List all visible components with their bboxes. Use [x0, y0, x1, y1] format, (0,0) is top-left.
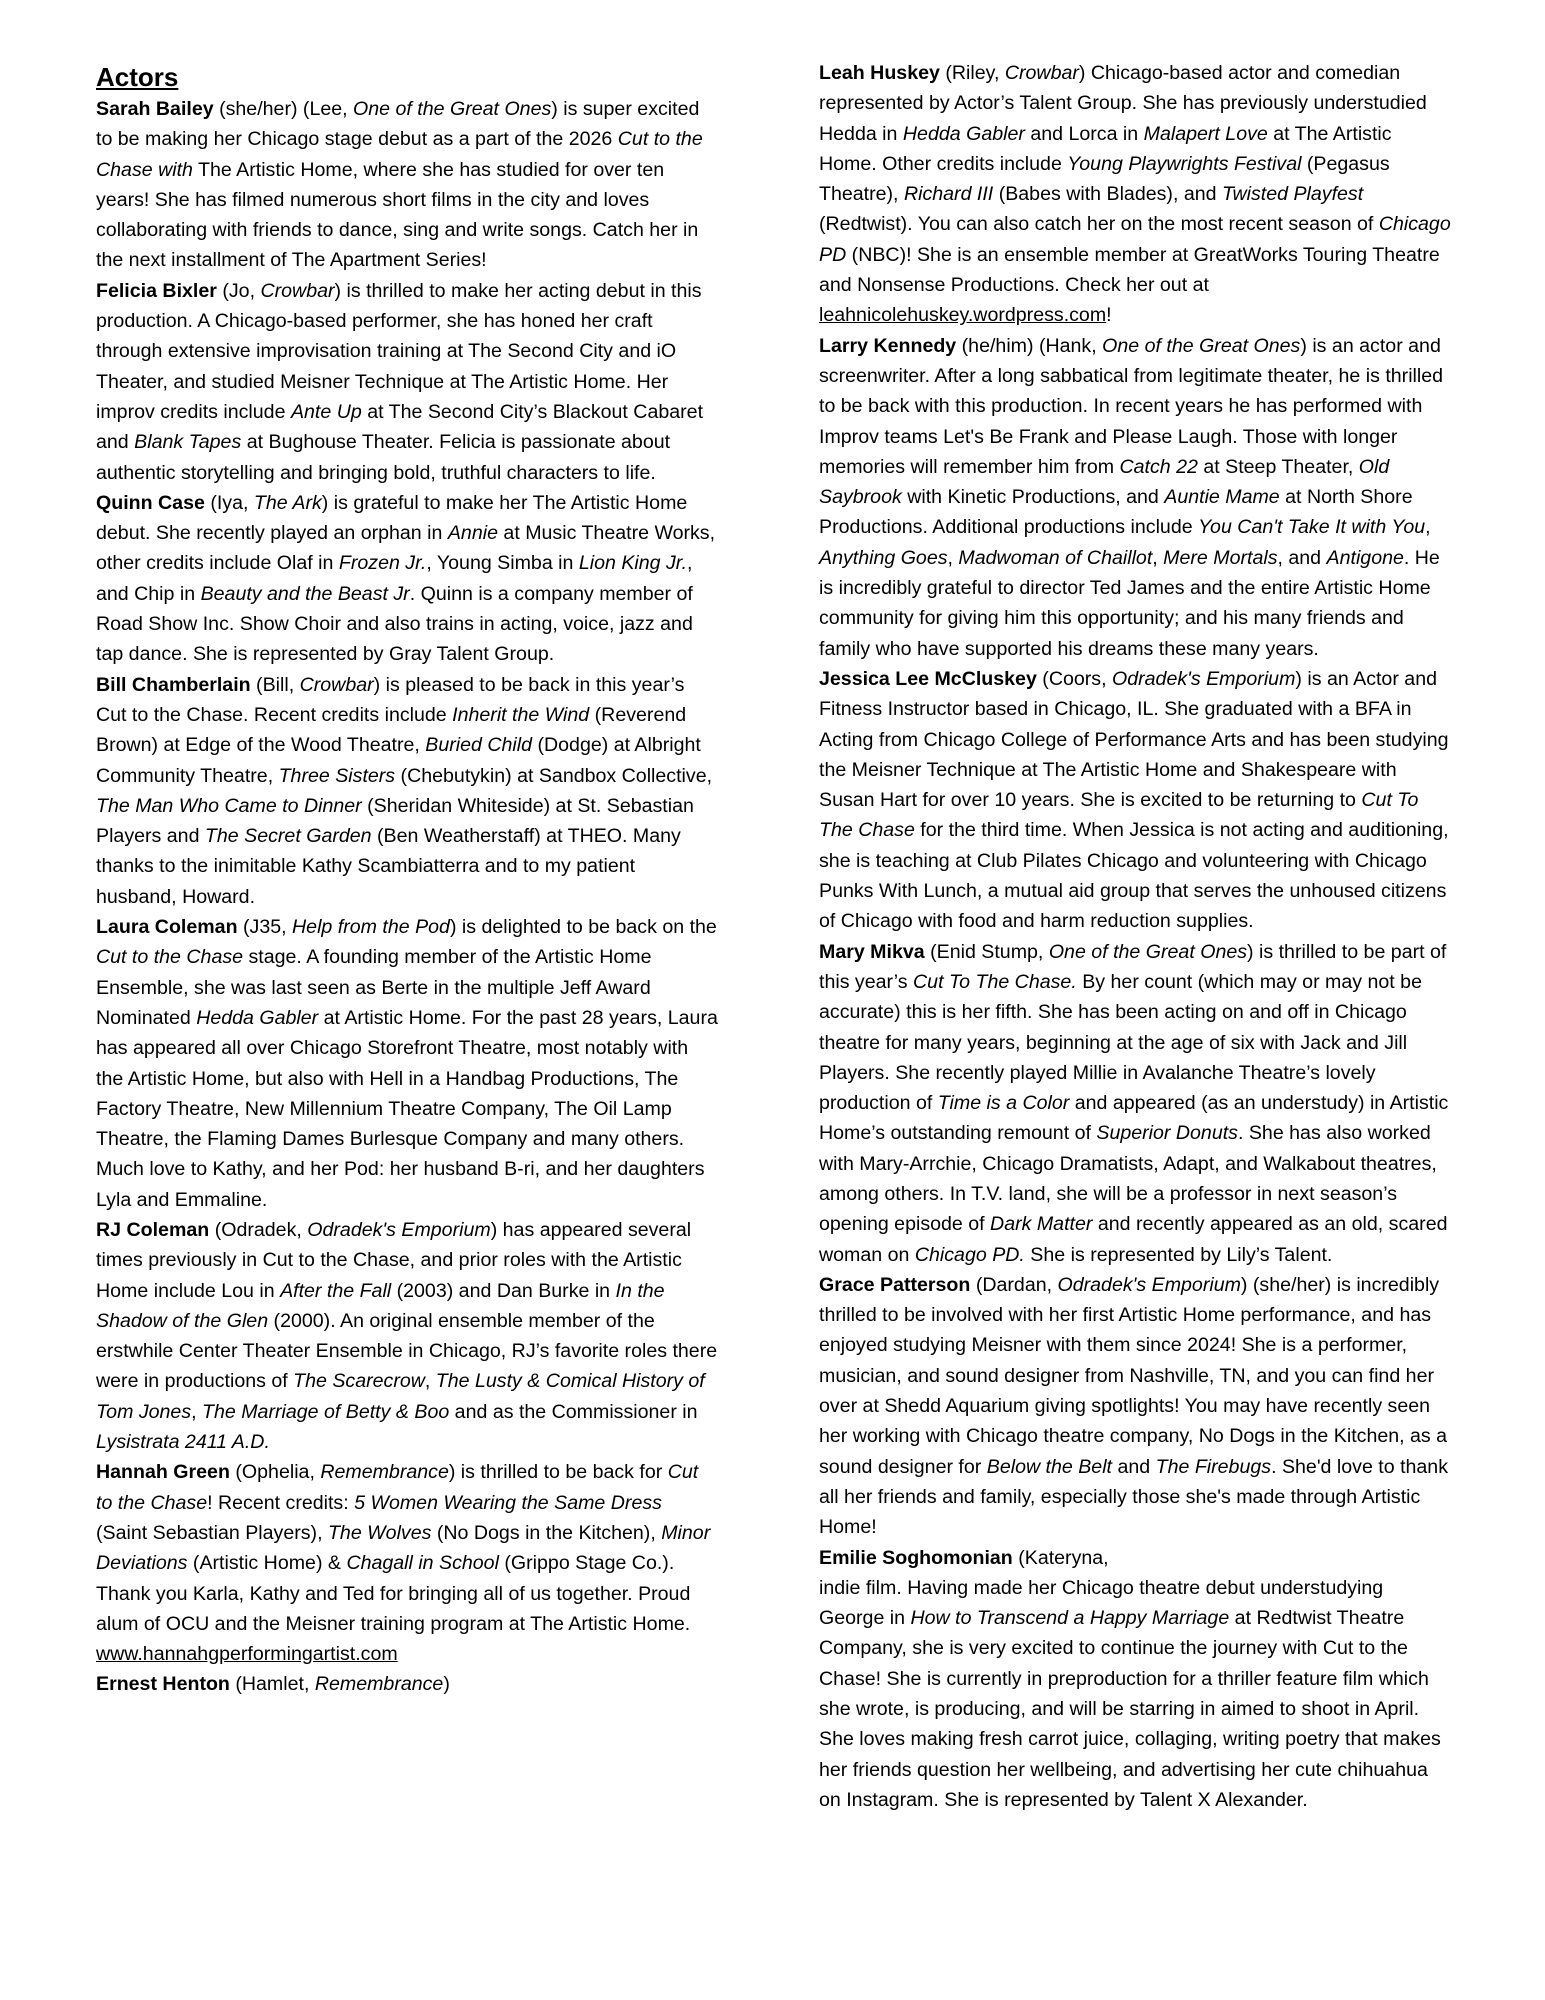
actor-name: Larry Kennedy [819, 334, 957, 357]
right-column [819, 58, 1451, 1815]
actor-name: Felicia Bixler [96, 279, 217, 302]
actor-name: Sarah Bailey [96, 98, 214, 120]
actor-name: Leah Huskey [819, 62, 940, 84]
bio-hannah-green: Hannah Green (Ophelia, Remembrance) is thrilled to be back for Cut to the Chase! Recent credits: 5 Women Wearing the Same Dress (Saint Sebastian Players), The Wolves (No Dogs in the Kitchen), Minor Deviations (Artistic Home) & Chagall in School (Grippo Stage Co.). Thank you Karla, Kathy and Ted for bringing all of us together. Proud alum of OCU and the Meisner training program at The Artistic Home. www.hannahgperformingartist.com [96, 1461, 711, 1666]
actor-name: Ernest Henton [96, 1673, 230, 1696]
bio-sarah-bailey: Sarah Bailey (she/her) (Lee, One of the Great Ones) is super excited to be making her Chicago stage debut as a part of the 2026 Cut to the Chase with The Artistic Home, where she has studied for over ten years! She has filmed numerous short films in the city and loves collaborating with friends to dance, sing and write songs. Catch her in the next installment of The Apartment Series! [96, 98, 703, 272]
actor-name: Mary Mikva [819, 940, 925, 963]
bio-rj-coleman: RJ Coleman (Odradek, Odradek's Emporium) has appeared several times previously in Cut to the Chase, and prior roles with the Artistic Home include Lou in After the Fall (2003) and Dan Burke in In the Shadow of the Glen (2000). An original ensemble member of the erstwhile Center Theater Ensemble in Chicago, RJ’s favorite roles there were in productions of The Scarecrow, The Lusty & Comical History of Tom Jones, The Marriage of Betty & Boo and as the Commissioner in Lysistrata 2411 A.D. [96, 1218, 718, 1454]
actor-name: RJ Coleman [96, 1218, 210, 1241]
left-column [96, 58, 718, 1700]
bio-larry-kennedy: Larry Kennedy (he/him) (Hank, One of the Great Ones) is an actor and screenwriter. After a long sabbatical from legitimate theater, he is thrilled to be back with this production. In recent years he has performed with Improv teams Let's Be Frank and Please Laugh. Those with longer memories will remember him from Catch 22 at Steep Theater, Old Saybrook with Kinetic Productions, and Auntie Mame at North Shore Productions. Additional productions include You Can't Take It with You, Anything Goes, Madwoman of Chaillot, Mere Mortals, and Antigone. He is incredibly grateful to director Ted James and the entire Artistic Home community for giving him this opportunity; and his many friends and family who have supported his dreams these many years. [819, 334, 1444, 660]
bio-mary-mikva: Mary Mikva (Enid Stump, One of the Great Ones) is thrilled to be part of this year’s Cut To The Chase. By her count (which may or may not be accurate) this is her fifth. She has been acting on and off in Chicago theatre for many years, beginning at the age of six with Jack and Jill Players. She recently played Millie in Avalanche Theatre’s lovely production of Time is a Color and appeared (as an understudy) in Artistic Home’s outstanding remount of Superior Donuts. She has also worked with Mary-Arrchie, Chicago Dramatists, Adapt, and Walkabout theatres, among others. In T.V. land, she will be a professor in next season’s opening episode of Dark Matter and recently appeared as an old, scared woman on Chicago PD. She is represented by Lily’s Talent. [819, 940, 1449, 1266]
actor-name: Hannah Green [96, 1461, 230, 1484]
section-heading-actors: Actors [96, 62, 179, 92]
bio-ernest-henton: Ernest Henton (Hamlet, Remembrance) [96, 1673, 450, 1696]
actor-name: Bill Chamberlain [96, 673, 251, 696]
website-link[interactable]: www.hannahgperformingartist.com [96, 1643, 398, 1666]
bio-felicia-bixler: Felicia Bixler (Jo, Crowbar) is thrilled to make her acting debut in this production. A Chicago-based performer, she has honed her craft through extensive improvisation training at The Second City and iO Theater, and studied Meisner Technique at The Artistic Home. Her improv credits include Ante Up at The Second City’s Blackout Cabaret and Blank Tapes at Bughouse Theater. Felicia is passionate about authentic storytelling and bringing bold, truthful characters to life. [96, 279, 704, 484]
bio-leah-huskey: Leah Huskey (Riley, Crowbar) Chicago-based actor and comedian represented by Actor’s Talent Group. She has previously understudied Hedda in Hedda Gabler and Lorca in Malapert Love at The Artistic Home. Other credits include Young Playwrights Festival (Pegasus Theatre), Richard III (Babes with Blades), and Twisted Playfest (Redtwist). You can also catch her on the most recent season of Chicago PD (NBC)! She is an ensemble member at GreatWorks Touring Theatre and Nonsense Productions. Check her out at leahnicolehuskey.wordpress.com! [819, 62, 1451, 327]
actor-name: Laura Coleman [96, 916, 238, 939]
bio-laura-coleman: Laura Coleman (J35, Help from the Pod) is delighted to be back on the Cut to the Chase stage. A founding member of the Artistic Home Ensemble, she was last seen as Berte in the multiple Jeff Award Nominated Hedda Gabler at Artistic Home. For the past 28 years, Laura has appeared all over Chicago Storefront Theatre, most notably with the Artistic Home, but also with Hell in a Handbag Productions, The Factory Theatre, New Millennium Theatre Company, The Oil Lamp Theatre, the Flaming Dames Burlesque Company and many others. Much love to Kathy, and her Pod: her husband B-ri, and her daughters Lyla and Emmaline. [96, 916, 718, 1211]
bio-grace-patterson: Grace Patterson (Dardan, Odradek's Emporium) (she/her) is incredibly thrilled to be involved with her first Artistic Home performance, and has enjoyed studying Meisner with them since 2024! She is a performer, musician, and sound designer from Nashville, TN, and you can find her over at Shedd Aquarium giving spotlights! You may have recently seen her working with Chicago theatre company, No Dogs in the Kitchen, as a sound designer for Below the Belt and The Firebugs. She'd love to thank all her friends and family, especially those she's made through Artistic Home! [819, 1273, 1448, 1539]
actor-name: Quinn Case [96, 491, 205, 514]
bio-bill-chamberlain: Bill Chamberlain (Bill, Crowbar) is pleased to be back in this year’s Cut to the Chase. Recent credits include Inherit the Wind (Reverend Brown) at Edge of the Wood Theatre, Buried Child (Dodge) at Albright Community Theatre, Three Sisters (Chebutykin) at Sandbox Collective, The Man Who Came to Dinner (Sheridan Whiteside) at St. Sebastian Players and The Secret Garden (Ben Weatherstaff) at THEO. Many thanks to the inimitable Kathy Scambiatterra and to my patient husband, Howard. [96, 673, 713, 908]
bio-jessica-lee-mccluskey: Jessica Lee McCluskey (Coors, Odradek's Emporium) is an Actor and Fitness Instructor based in Chicago, IL. She graduated with a BFA in Acting from Chicago College of Performance Arts and has been studying the Meisner Technique at The Artistic Home and Shakespeare with Susan Hart for over 10 years. She is excited to be returning to Cut To The Chase for the third time. When Jessica is not acting and auditioning, she is teaching at Club Pilates Chicago and volunteering with Chicago Punks With Lunch, a mutual aid group that serves the unhoused citizens of Chicago with food and harm reduction supplies. [819, 667, 1449, 933]
actor-name: Grace Patterson [819, 1273, 971, 1296]
bio-quinn-case: Quinn Case (Iya, The Ark) is grateful to make her The Artistic Home debut. She recently played an orphan in Annie at Music Theatre Works, other credits include Olaf in Frozen Jr., Young Simba in Lion King Jr., and Chip in Beauty and the Beast Jr. Quinn is a company member of Road Show Inc. Show Choir and also trains in acting, voice, jazz and tap dance. She is represented by Gray Talent Group. [96, 491, 716, 666]
bio-emilie-soghomonian: Emilie Soghomonian (Kateryna, indie film. Having made her Chicago theatre debut understudying George in How to Transcend a Happy Marriage at Redtwist Theatre Company, she is very excited to continue the journey with Cut to the Chase! She is currently in preproduction for a thriller feature film which she wrote, is producing, and will be starring in aimed to shoot in April. She loves making fresh carrot juice, collaging, writing poetry that makes her friends question her wellbeing, and advertising her cute chihuahua on Instagram. She is represented by Talent X Alexander. [819, 1546, 1441, 1811]
actor-name: Jessica Lee McCluskey [819, 667, 1037, 690]
actor-name: Emilie Soghomonian [819, 1546, 1013, 1569]
website-link[interactable]: leahnicolehuskey.wordpress.com [819, 304, 1107, 327]
